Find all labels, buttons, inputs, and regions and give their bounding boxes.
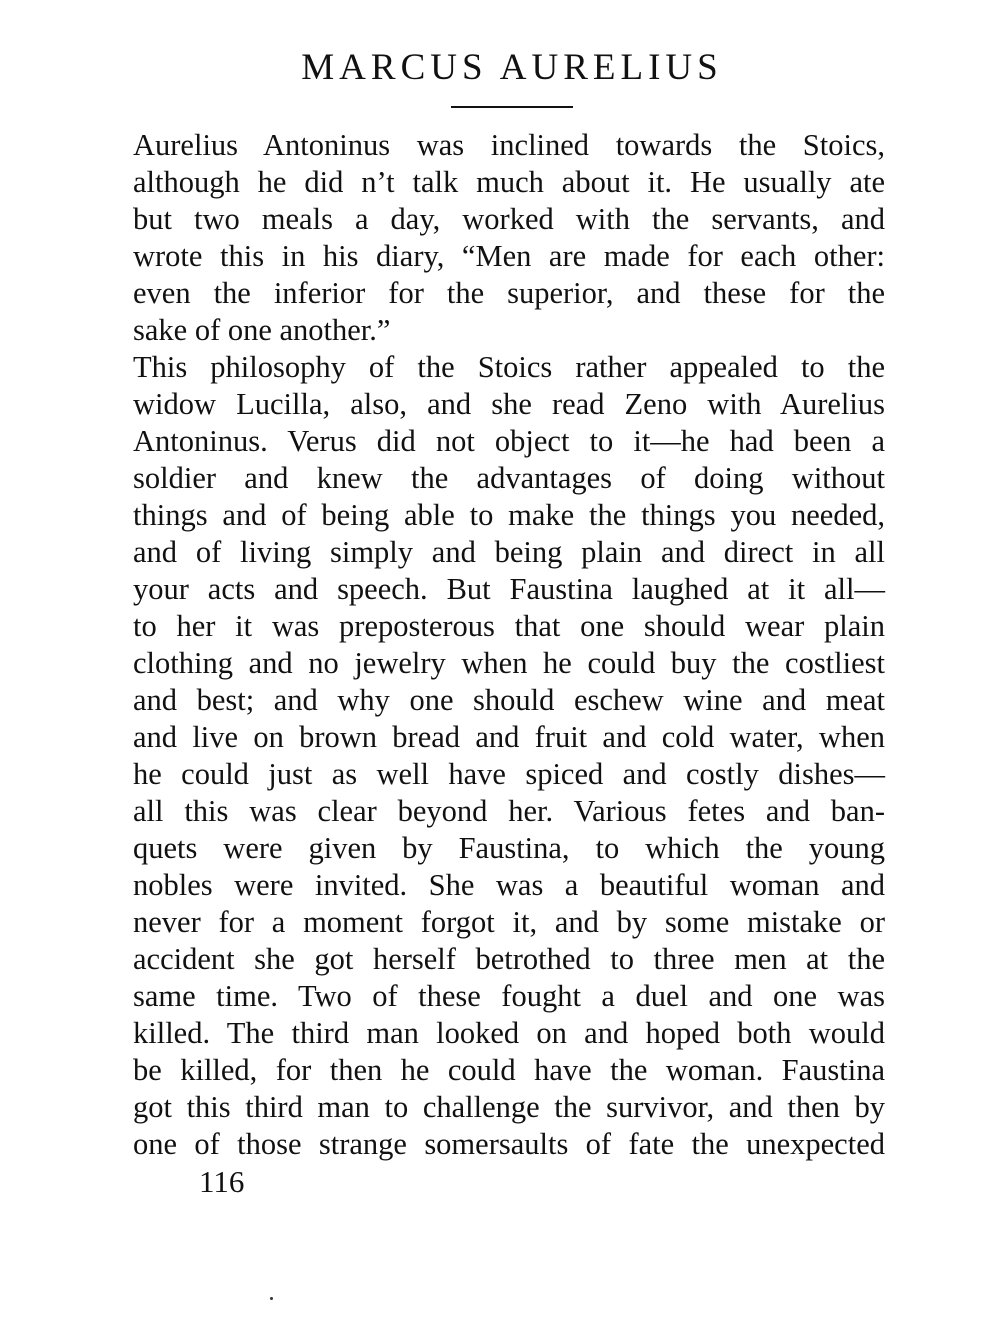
text-line: accident she got herself betrothed to three men at the	[133, 942, 885, 976]
text-line: things and of being able to make the things you needed,	[133, 498, 885, 532]
text-line: widow Lucilla, also, and she read Zeno with Aurelius	[133, 387, 885, 421]
text-line: clothing and no jewelry when he could buy the costliest	[133, 646, 885, 680]
text-line: Aurelius Antoninus was inclined towards the Stoics,	[133, 128, 885, 162]
text-line: wrote this in his diary, “Men are made for each other:	[133, 239, 885, 273]
text-line: never for a moment forgot it, and by some mistake or	[133, 905, 885, 939]
text-line: be killed, for then he could have the woman. Faustina	[133, 1053, 885, 1087]
text-line: sake of one another.”	[133, 313, 391, 347]
text-line: This philosophy of the Stoics rather appealed to the	[133, 350, 885, 384]
paragraph-1	[133, 127, 885, 349]
text-line: killed. The third man looked on and hoped both would	[133, 1016, 885, 1050]
page-number: 116	[199, 1164, 245, 1199]
text-line: one of those strange somersaults of fate the unexpected	[133, 1127, 885, 1161]
text-line: Antoninus. Verus did not object to it—he had been a	[133, 424, 885, 458]
text-line: same time. Two of these fought a duel and one was	[133, 979, 885, 1013]
print-speck	[270, 1297, 273, 1300]
paragraph-2	[133, 349, 885, 1163]
text-line: nobles were invited. She was a beautiful woman and	[133, 868, 885, 902]
text-line: and of living simply and being plain and direct in all	[133, 535, 885, 569]
text-line: but two meals a day, worked with the servants, and	[133, 202, 885, 236]
text-line: to her it was preposterous that one should wear plain	[133, 609, 885, 643]
head-rule	[451, 106, 573, 108]
text-line: and best; and why one should eschew wine and meat	[133, 683, 885, 717]
text-line: all this was clear beyond her. Various fetes and ban-	[133, 794, 885, 828]
running-head: MARCUS AURELIUS	[301, 47, 723, 88]
text-line: got this third man to challenge the survivor, and then by	[133, 1090, 885, 1124]
text-line: your acts and speech. But Faustina laughed at it all—	[133, 572, 885, 606]
text-line: and live on brown bread and fruit and cold water, when	[133, 720, 885, 754]
body-text	[133, 127, 885, 1163]
text-line: he could just as well have spiced and costly dishes—	[133, 757, 885, 791]
text-line: even the inferior for the superior, and these for the	[133, 276, 885, 310]
text-line: quets were given by Faustina, to which the young	[133, 831, 885, 865]
text-line: soldier and knew the advantages of doing without	[133, 461, 885, 495]
text-line: although he did n’t talk much about it. He usually ate	[133, 165, 885, 199]
